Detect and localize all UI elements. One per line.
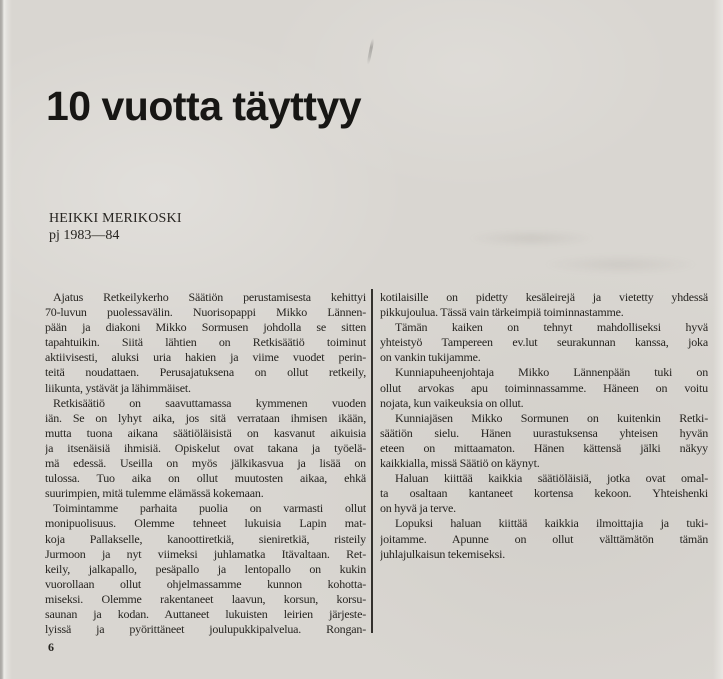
text-line: säätiön sielu. Hänen uurastuksensa yhteisen hyvän (380, 425, 708, 440)
text-line: mä edessä. Useilla on myös jälkikasvua ja lisää on (45, 456, 366, 471)
body-column-left (45, 290, 366, 637)
page-left-edge (0, 0, 12, 679)
text-line: keily, jalkapallo, pesäpallo ja lentopallo on kukin (45, 561, 366, 576)
text-line: ta osaltaan kantaneet kortensa kekoon. Yhteishenki (380, 486, 708, 501)
text-line: Lopuksi haluan kiittää kaikkia ilmoittajia ja tuki- (395, 516, 708, 531)
author-block (49, 211, 182, 244)
text-line: on vankin tukijamme. (380, 350, 481, 365)
text-line: koja Pallakselle, kanoottiretkiä, sieniretkiä, risteily (45, 531, 366, 546)
text-line: 70-luvun puolessavälin. Nuorisopappi Mikko Lännen- (45, 305, 366, 320)
body-column-right (380, 290, 708, 562)
page-title: 10 vuotta täyttyy (46, 83, 362, 129)
ink-showthrough (455, 212, 710, 287)
paragraph (45, 396, 366, 502)
text-line: liikunta, ystävät ja lähimmäiset. (45, 380, 191, 395)
text-line: yhteistyö Tampereen ev.lut seurakunnan kanssa, joka (380, 335, 708, 350)
text-line: tapahtuikin. Siitä lähtien on Retkisäätiö toiminut (45, 335, 366, 350)
scan-artifact-mark (366, 38, 374, 65)
text-line: iän. Se on lyhyt aika, jos sitä verrataan ihmisen ikään, (45, 410, 366, 425)
text-line: Tämän kaiken on tehnyt mahdolliseksi hyvä (395, 320, 708, 335)
text-line: joitamme. Apunne on ollut välttämätön tämän (380, 531, 708, 546)
text-line: tulossa. Tuo aika on ollut muutosten aikaa, ehkä (45, 471, 366, 486)
page-number: 6 (48, 640, 54, 654)
paragraph (45, 501, 366, 637)
text-line: Toimintamme parhaita puolia on varmasti ollut (53, 501, 366, 516)
text-line: nojata, kun vaikeuksia on ollut. (380, 395, 524, 410)
text-line: Jurmoon ja nyt viimeksi juhlamatka Itävaltaan. Ret- (45, 546, 366, 561)
paragraph (380, 365, 708, 410)
text-line: Ajatus Retkeilykerho Säätiön perustamisesta kehittyi (53, 290, 366, 304)
text-line: on hyvä ja terve. (380, 501, 456, 516)
paragraph (380, 320, 708, 365)
text-line: vuorollaan ollut ohjelmassamme kunnon kohotta- (45, 576, 366, 591)
text-line: miseksi. Olemme rakentaneet laavun, korsun, korsu- (45, 591, 366, 606)
paragraph (380, 516, 708, 561)
text-line: suurimpien, mitä tulemme elämässä kokemaan. (45, 486, 264, 501)
text-line: saunan ja kodan. Auttaneet lukuisten leirien järjeste- (45, 606, 366, 621)
text-line: kaikkialla, missä Säätiö on käynyt. (380, 456, 540, 471)
text-line: juhlajulkaisun tekemiseksi. (380, 546, 506, 561)
text-line: aktiivisesti, aluksi uria hakien ja viime vuodet perin- (45, 350, 366, 365)
text-line: pään ja diakoni Mikko Sormusen johdolla se sitten (45, 320, 366, 335)
text-line: ja itsenäisiä ihmisiä. Opiskelut ovat takana ja työelä- (45, 440, 366, 455)
text-line: teitä noudattaen. Perusajatuksena on ollut retkeily, (45, 365, 366, 380)
text-line: Haluan kiittää kaikkia säätiöläisiä, jotka ovat omal- (395, 471, 708, 486)
text-line: pikkujoulua. Tässä vain tärkeimpiä toiminnastamme. (380, 305, 624, 320)
text-line: ollut arvokas apu toiminnassamme. Häneen on voitu (380, 380, 708, 395)
paragraph (380, 290, 708, 320)
text-line: eteen on mittaamaton. Hänen kättensä jälki näkyy (380, 440, 708, 455)
paragraph (380, 411, 708, 471)
paragraph (45, 290, 366, 396)
text-line: Kunniajäsen Mikko Sormunen on kuitenkin Retki- (395, 410, 708, 425)
text-line: lyissä ja pyörittäneet joulupukkipalvelua. Rongan- (45, 622, 366, 637)
text-line: kotilaisille on pidetty kesäleirejä ja vietetty yhdessä (380, 290, 708, 304)
column-divider-rule (371, 289, 373, 633)
author-term: pj 1983—84 (49, 227, 120, 243)
page-right-edge (713, 0, 723, 679)
text-line: monipuolisuus. Olemme tehneet lukuisia Lapin mat- (45, 516, 366, 531)
text-line: mutta tuona aikana säätiöläisistä on kasvanut aikuisia (45, 425, 366, 440)
text-line: Kunniapuheenjohtaja Mikko Lännenpään tuki on (395, 365, 708, 380)
paragraph (380, 471, 708, 516)
author-name: HEIKKI MERIKOSKI (49, 211, 182, 226)
text-line: Retkisäätiö on saavuttamassa kymmenen vuoden (53, 395, 366, 410)
